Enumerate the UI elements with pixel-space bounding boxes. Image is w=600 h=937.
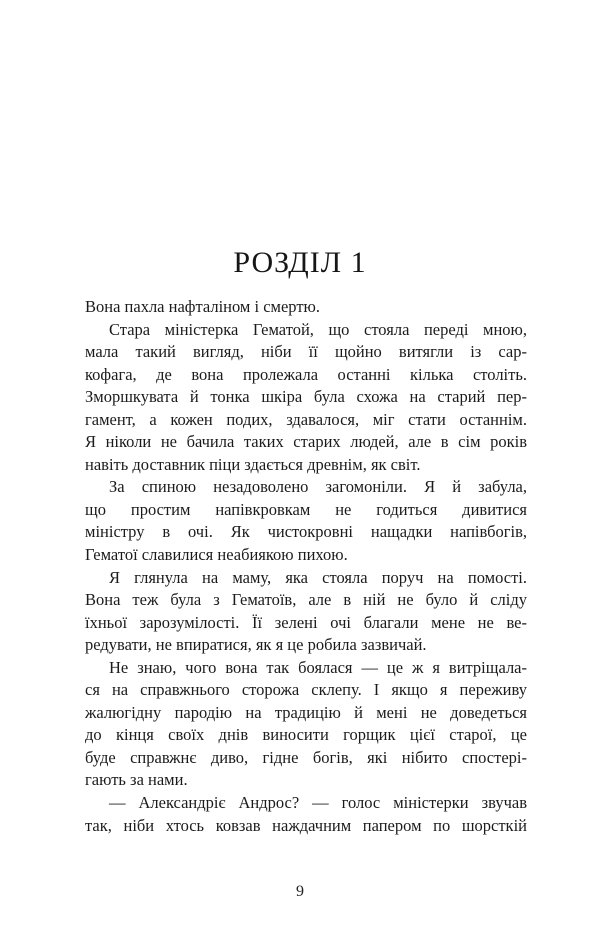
text-line: — Александріє Андрос? — голос міністерки звучав — [109, 793, 527, 813]
text-line: буде справжнє диво, гідне богів, які нібито спостері- — [85, 747, 527, 767]
text-line: їхньої зарозумілості. Її зелені очі благали мене не ве- — [85, 612, 527, 632]
text-line: Я ніколи не бачила таких старих людей, але в сім років — [85, 432, 527, 452]
text-line: Вона теж була з Гематоїв, але в ній не було й сліду — [85, 590, 527, 610]
text-line: Вона пахла нафталіном і смертю. — [85, 297, 320, 316]
page-number: 9 — [296, 883, 304, 900]
text-line: до кінця своїх днів виносити горщик цієї старої, це — [85, 725, 527, 745]
text-line: мала такий вигляд, ніби її щойно витягли із сар- — [85, 342, 527, 362]
text-line: ся на справжнього сторожа склепу. І якщо я переживу — [85, 680, 527, 700]
text-line: Не знаю, чого вона так боялася — це ж я витріщала- — [109, 657, 527, 677]
chapter-title: РОЗДІЛ 1 — [233, 246, 367, 279]
text-line: так, ніби хтось ковзав наждачним папером по шорсткій — [85, 815, 527, 835]
text-line: кофага, де вона пролежала останні кілька століть. — [85, 364, 527, 384]
text-line: гамент, а кожен подих, здавалося, міг стати останнім. — [85, 409, 527, 429]
text-line: редувати, не впиратися, як я це робила зазвичай. — [85, 635, 427, 655]
text-line: Зморшкувата й тонка шкіра була схожа на старий пер- — [85, 387, 527, 407]
text-block — [85, 296, 527, 837]
text-line: навіть доставник піци здається древнім, як світ. — [85, 454, 421, 474]
text-line: За спиною незадоволено загомоніли. Я й забула, — [109, 477, 527, 497]
text-line: міністру в очі. Як чистокровні нащадки напівбогів, — [85, 522, 527, 542]
text-line: гають за нами. — [85, 770, 188, 790]
text-line: що простим напівкровкам не годиться дивитися — [85, 499, 527, 519]
text-line: Я глянула на маму, яка стояла поруч на помості. — [109, 567, 527, 587]
text-line: Гематої славилися неабиякою пихою. — [85, 545, 348, 565]
text-line: жалюгідну пародію на традицію й мені не доведеться — [85, 702, 527, 722]
text-line: Стара міністерка Гематой, що стояла переді мною, — [109, 319, 527, 339]
